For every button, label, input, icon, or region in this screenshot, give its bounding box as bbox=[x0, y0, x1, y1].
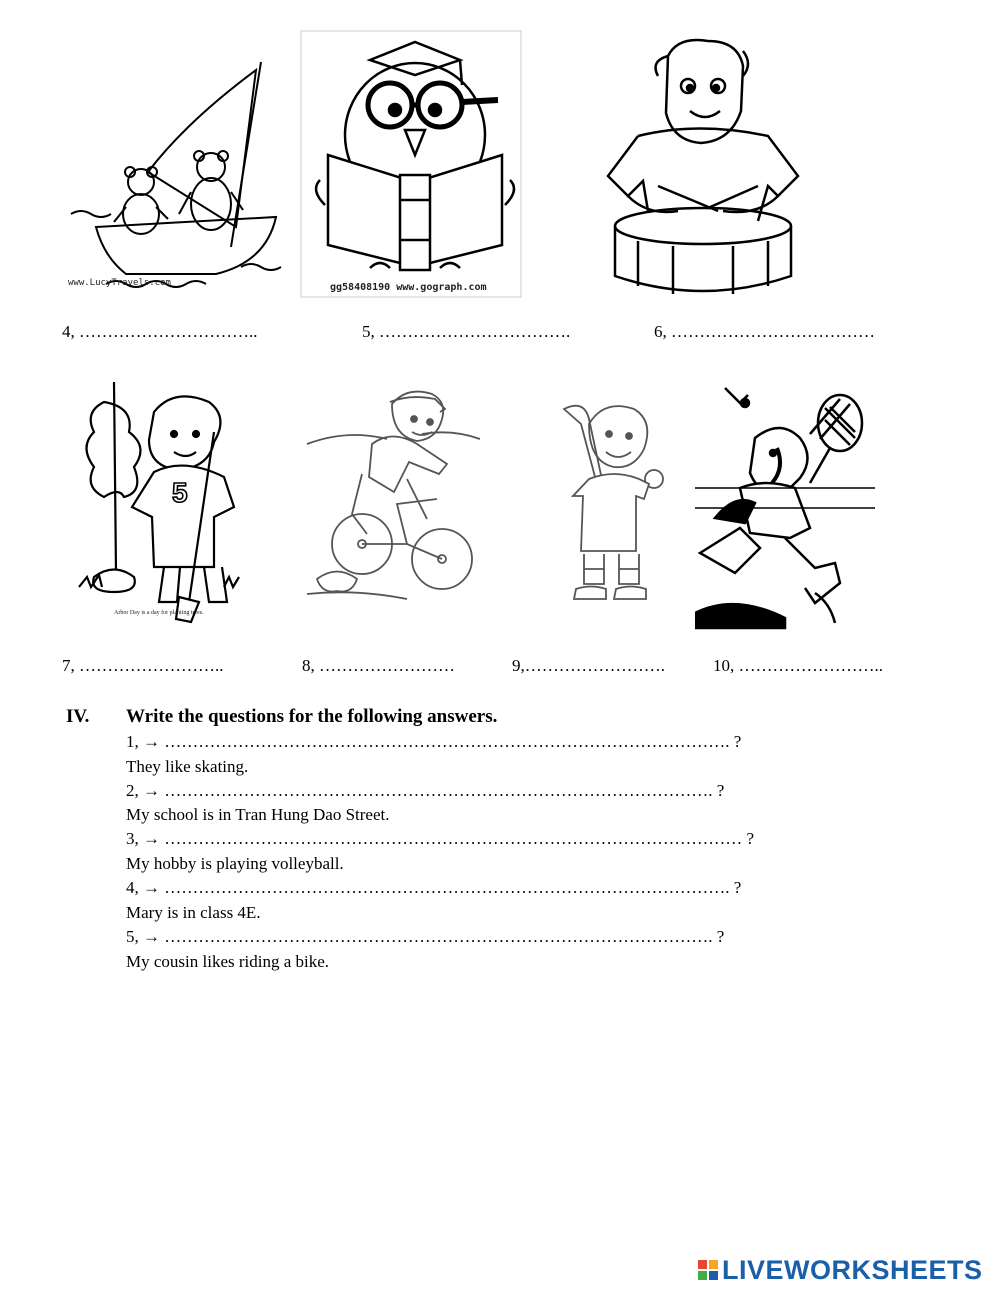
answer-text-4: Mary is in class 4E. bbox=[126, 903, 261, 922]
answer-text-2: My school is in Tran Hung Dao Street. bbox=[126, 805, 390, 824]
answer-text-1: They like skating. bbox=[126, 757, 249, 776]
logo-text: LIVEWORKSHEETS bbox=[722, 1254, 983, 1285]
question-line-1[interactable]: 1, → ………………………………………………………………………………………. ? bbox=[126, 732, 742, 751]
riding-bike-picture bbox=[302, 384, 484, 606]
question-line-3[interactable]: 3, → ………………………………………………………………………………………… ? bbox=[126, 829, 755, 848]
section-number: IV. bbox=[66, 706, 90, 727]
planting-picture-caption: Arbor Day is a day for planting trees. bbox=[114, 610, 204, 616]
answer-blank-7[interactable]: 7, …………………….. bbox=[62, 656, 224, 675]
planting-tree-picture bbox=[74, 372, 242, 624]
answer-blank-5[interactable]: 5, ……………………………. bbox=[362, 322, 571, 341]
answer-text-3: My hobby is playing volleyball. bbox=[126, 854, 344, 873]
question-line-4[interactable]: 4, → ………………………………………………………………………………………. ? bbox=[126, 878, 742, 897]
liveworksheets-logo bbox=[698, 1255, 983, 1285]
logo-squares-icon bbox=[698, 1260, 718, 1280]
shirt-number: 5 bbox=[172, 477, 188, 508]
drummer-boy-picture bbox=[598, 36, 808, 298]
sailboat-bears-picture bbox=[66, 52, 286, 290]
answer-blank-8[interactable]: 8, …………………… bbox=[302, 656, 455, 675]
answer-text-5: My cousin likes riding a bike. bbox=[126, 952, 330, 971]
answer-blank-6[interactable]: 6, ……………………………… bbox=[654, 322, 875, 341]
answer-blank-4[interactable]: 4, ………………………….. bbox=[62, 322, 258, 341]
sailboat-picture-caption: www.LucyTravels.com bbox=[68, 278, 171, 288]
baseball-boy-picture bbox=[544, 384, 674, 622]
section-title: Write the questions for the following answers. bbox=[126, 706, 498, 727]
badminton-player-picture bbox=[695, 378, 875, 630]
answer-blank-10[interactable]: 10, …………………….. bbox=[713, 656, 883, 675]
question-line-2[interactable]: 2, → ……………………………………………………………………………………. ? bbox=[126, 781, 725, 800]
owl-picture-caption: gg58408190 www.gograph.com bbox=[330, 282, 487, 293]
question-line-5[interactable]: 5, → ……………………………………………………………………………………. ? bbox=[126, 927, 725, 946]
answer-blank-9[interactable]: 9,……………………. bbox=[512, 656, 665, 675]
owl-reading-picture bbox=[300, 30, 522, 298]
